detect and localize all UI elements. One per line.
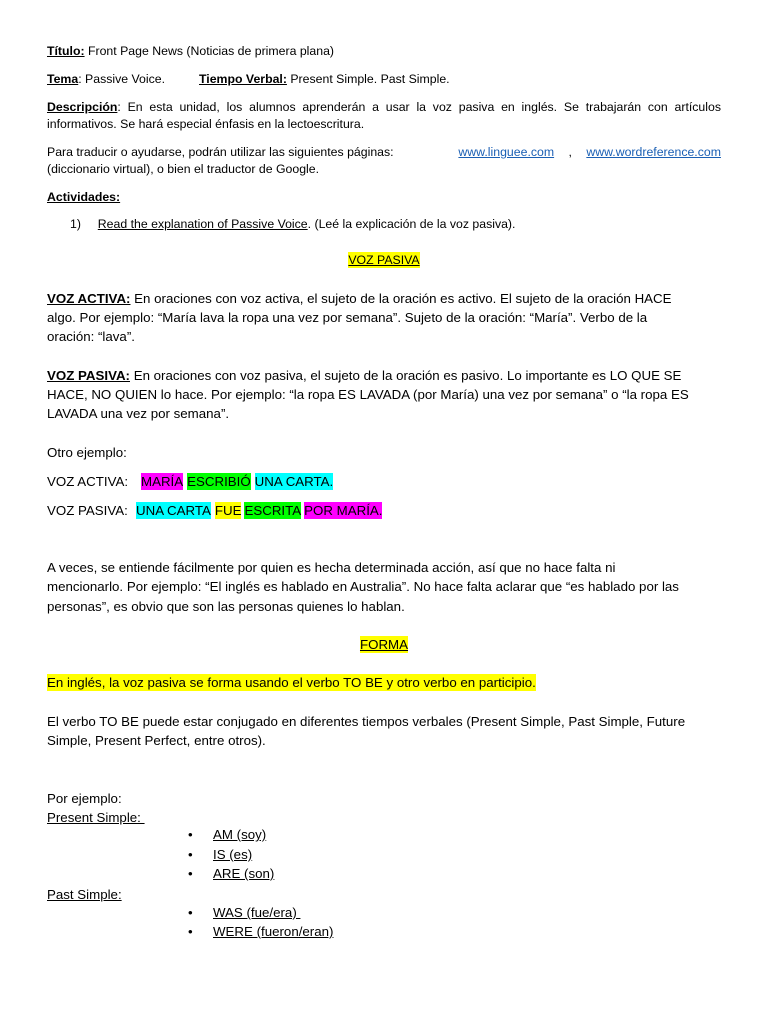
actividad-number: 1) [70,217,81,231]
linguee-link[interactable]: www.linguee.com [458,145,555,159]
ejemplo-activa-verb: ESCRIBIÓ [187,474,251,489]
actividad-item-rest: . (Leé la explicación de la voz pasiva). [307,217,516,231]
bullet-icon: • [188,905,193,920]
ejemplo-activa-label: VOZ ACTIVA: [47,474,129,489]
otro-ejemplo: Otro ejemplo: [47,445,127,460]
forma-heading [0,635,768,655]
link-separator: , [568,145,572,159]
voz-activa-label: VOZ ACTIVA: [47,291,131,306]
present-simple-label: Present Simple: [47,810,145,825]
voz-pasiva-def-line-2: HACE, NO QUIEN lo hace. Por ejemplo: “la ropa ES LAVADA (por María) una vez por semana” o “la ropa ES [47,387,689,402]
tema-value: : Passive Voice. [78,72,166,86]
descripcion-line-1 [47,99,721,116]
bullet-icon: • [188,827,193,842]
ejemplo-activa-sentence [141,472,333,492]
voz-pasiva-heading-text: VOZ PASIVA [348,253,420,267]
bullet-icon: • [188,924,193,939]
voz-activa-def-text-1: En oraciones con voz activa, el sujeto de la oración es activo. El sujeto de la oración HACE [130,291,672,306]
titulo-value: Front Page News (Noticias de primera plana) [84,44,335,58]
traducir-line-2: (diccionario virtual), o bien el traductor de Google. [47,162,320,176]
present-simple-item-are: ARE (son) [213,866,275,881]
forma-rule-text: En inglés, la voz pasiva se forma usando el verbo TO BE y otro verbo en participio. [47,675,536,690]
forma-rule [47,673,536,693]
titulo-line [47,43,334,60]
bullet-icon: • [188,847,193,862]
tema-label: Tema [47,72,79,86]
por-ejemplo: Por ejemplo: [47,791,122,806]
wordreference-link[interactable]: www.wordreference.com [586,145,721,159]
voz-activa-def-line-2: algo. Por ejemplo: “María lava la ropa una vez por semana”. Sujeto de la oración: “María”. Verbo de la [47,310,648,325]
a-veces-line-2: mencionarlo. Por ejemplo: “El inglés es hablado en Australia”. No hace falta aclarar que “es hablado por las [47,579,679,594]
ejemplo-pasiva-agent: POR MARÍA. [304,503,383,518]
traducir-line-1 [47,144,721,161]
voz-pasiva-def-line-3: LAVADA una vez por semana”. [47,406,230,421]
forma-heading-text: FORMA [359,637,408,652]
ejemplo-pasiva-participle: ESCRITA [244,503,302,518]
titulo-label: Título: [47,44,85,58]
past-simple-item-were: WERE (fueron/eran) [213,924,334,939]
ejemplo-pasiva-subject: UNA CARTA [136,503,211,518]
voz-pasiva-label: VOZ PASIVA: [47,368,130,383]
descripcion-text-1: : En esta unidad, los alumnos aprenderán a usar la voz pasiva en inglés. Se trabajarán con artículos [117,100,721,114]
voz-pasiva-def-line-1 [47,366,681,386]
tiempo-verbal-value: Present Simple. Past Simple. [286,72,450,86]
tiempo-verbal-line [199,71,450,88]
a-veces-line-3: personas”, es obvio que son las personas quienes lo hablan. [47,599,405,614]
descripcion-line-2: informativos. Se hará especial énfasis en la lectoescritura. [47,117,365,131]
voz-activa-def-line-1 [47,289,672,309]
present-simple-item-am: AM (soy) [213,827,267,842]
ejemplo-pasiva-aux: FUE [214,503,242,518]
bullet-icon: • [188,866,193,881]
ejemplo-pasiva-sentence [136,501,382,521]
past-simple-item-was: WAS (fue/era) [213,905,301,920]
ejemplo-pasiva-label: VOZ PASIVA: [47,503,128,518]
voz-activa-def-line-3: oración: “lava”. [47,329,135,344]
voz-pasiva-heading [0,252,768,269]
past-simple-label: Past Simple: [47,887,122,902]
voz-pasiva-def-text-1: En oraciones con voz pasiva, el sujeto de la oración es pasivo. Lo importante es LO QUE SE [130,368,682,383]
descripcion-label: Descripción [47,100,118,114]
ejemplo-activa-object: UNA CARTA. [254,474,334,489]
traducir-text: Para traducir o ayudarse, podrán utilizar las siguientes páginas: [47,145,394,159]
present-simple-item-is: IS (es) [213,847,253,862]
actividad-item-1 [70,216,515,233]
to-be-line-1: El verbo TO BE puede estar conjugado en diferentes tiempos verbales (Present Simple, Past Simple, Future [47,714,686,729]
a-veces-line-1: A veces, se entiende fácilmente por quien es hecha determinada acción, así que no hace falta ni [47,560,616,575]
to-be-line-2: Simple, Present Perfect, entre otros). [47,733,266,748]
tema-line [47,71,165,88]
actividades-label: Actividades: [47,190,121,204]
ejemplo-activa-subject: MARÍA [141,474,184,489]
passive-voice-explanation-link[interactable]: Read the explanation of Passive Voice [97,217,308,231]
tiempo-verbal-label: Tiempo Verbal: [199,72,287,86]
